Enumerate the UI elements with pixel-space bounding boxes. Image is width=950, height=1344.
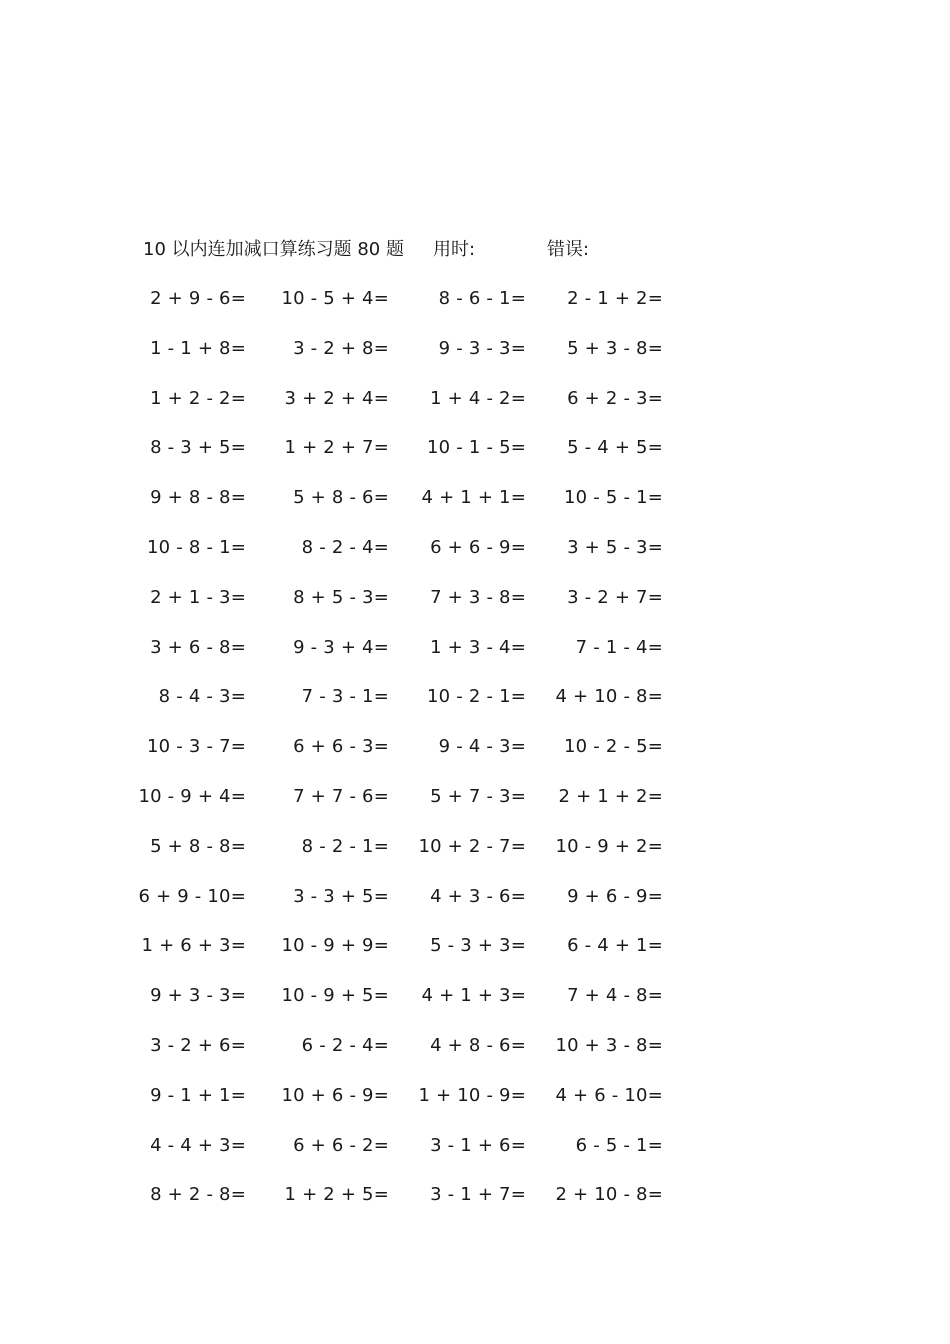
problem-item: 8 - 3 + 5= (150, 437, 246, 459)
problem-row (0, 584, 950, 634)
problem-item: 4 + 1 + 1= (421, 487, 526, 509)
problem-item: 2 + 1 - 3= (150, 586, 246, 608)
problem-item: 4 + 1 + 3= (421, 985, 526, 1007)
problem-item: 7 + 3 - 8= (430, 586, 526, 608)
problem-item: 9 + 8 - 8= (150, 487, 246, 509)
problem-item: 10 - 5 + 4= (281, 288, 389, 309)
problem-grid (0, 285, 950, 1231)
problem-item: 7 + 4 - 8= (567, 985, 663, 1007)
problem-row (0, 1132, 950, 1182)
problem-item: 3 + 5 - 3= (567, 536, 663, 558)
problem-item: 9 + 3 - 3= (150, 985, 246, 1007)
problem-row (0, 335, 950, 385)
problem-item: 9 - 4 - 3= (438, 736, 526, 758)
problem-item: 8 - 2 - 1= (301, 835, 389, 857)
problem-item: 6 - 2 - 4= (301, 1034, 389, 1056)
problem-item: 3 - 3 + 5= (293, 885, 389, 907)
problem-item: 10 - 8 - 1= (147, 536, 246, 558)
problem-row (0, 932, 950, 982)
problem-item: 10 - 3 - 7= (147, 736, 246, 758)
problem-row (0, 833, 950, 883)
problem-item: 2 - 1 + 2= (567, 288, 663, 309)
problem-item: 4 - 4 + 3= (150, 1134, 246, 1156)
problem-item: 10 - 1 - 5= (427, 437, 526, 459)
problem-item: 5 + 3 - 8= (567, 337, 663, 359)
problem-row (0, 385, 950, 435)
problem-item: 1 - 1 + 8= (150, 337, 246, 359)
problem-item: 3 - 2 + 6= (150, 1034, 246, 1056)
time-used-label: 用时: (433, 239, 476, 260)
problem-item: 3 + 6 - 8= (150, 636, 246, 658)
problem-item: 4 + 6 - 10= (555, 1084, 663, 1106)
problem-item: 7 + 7 - 6= (293, 785, 389, 807)
problem-item: 8 - 6 - 1= (438, 288, 526, 309)
problem-row (0, 285, 950, 335)
problem-row (0, 783, 950, 833)
problem-row (0, 434, 950, 484)
problem-item: 6 - 5 - 1= (575, 1134, 663, 1156)
problem-item: 9 - 1 + 1= (150, 1084, 246, 1106)
problem-item: 9 + 6 - 9= (567, 885, 663, 907)
problem-item: 8 - 2 - 4= (301, 536, 389, 558)
problem-item: 10 - 9 + 4= (138, 785, 246, 807)
problem-item: 9 - 3 + 4= (293, 636, 389, 658)
problem-row (0, 1082, 950, 1132)
problem-item: 10 - 5 - 1= (564, 487, 663, 509)
problem-item: 5 - 4 + 5= (567, 437, 663, 459)
problem-item: 8 + 5 - 3= (293, 586, 389, 608)
problem-item: 6 + 9 - 10= (138, 885, 246, 907)
problem-item: 1 + 4 - 2= (430, 387, 526, 409)
problem-item: 3 - 2 + 8= (293, 337, 389, 359)
problem-row (0, 634, 950, 684)
problem-item: 6 - 4 + 1= (567, 935, 663, 957)
problem-item: 10 + 3 - 8= (555, 1034, 663, 1056)
problem-row (0, 534, 950, 584)
problem-item: 1 + 10 - 9= (418, 1084, 526, 1106)
problem-row (0, 1032, 950, 1082)
problem-row (0, 1181, 950, 1231)
problem-item: 5 + 7 - 3= (430, 785, 526, 807)
problem-row (0, 683, 950, 733)
problem-item: 3 - 1 + 7= (430, 1184, 526, 1206)
problem-row (0, 982, 950, 1032)
problem-item: 3 - 2 + 7= (567, 586, 663, 608)
problem-row (0, 883, 950, 933)
problem-item: 7 - 3 - 1= (301, 686, 389, 708)
problem-item: 2 + 1 + 2= (558, 785, 663, 807)
worksheet-title: 10 以内连加减口算练习题 80 题 (143, 239, 404, 260)
problem-item: 4 + 8 - 6= (430, 1034, 526, 1056)
problem-item: 4 + 10 - 8= (555, 686, 663, 708)
problem-item: 2 + 9 - 6= (150, 288, 246, 309)
problem-item: 7 - 1 - 4= (575, 636, 663, 658)
problem-item: 10 - 2 - 5= (564, 736, 663, 758)
problem-item: 10 + 2 - 7= (418, 835, 526, 857)
problem-item: 6 + 2 - 3= (567, 387, 663, 409)
problem-item: 6 + 6 - 2= (293, 1134, 389, 1156)
problem-item: 4 + 3 - 6= (430, 885, 526, 907)
problem-item: 10 + 6 - 9= (281, 1084, 389, 1106)
error-count-label: 错误: (547, 239, 590, 260)
problem-row (0, 733, 950, 783)
problem-item: 3 - 1 + 6= (430, 1134, 526, 1156)
problem-item: 1 + 3 - 4= (430, 636, 526, 658)
problem-item: 8 - 4 - 3= (158, 686, 246, 708)
problem-item: 5 - 3 + 3= (430, 935, 526, 957)
problem-item: 2 + 10 - 8= (555, 1184, 663, 1206)
problem-item: 1 + 6 + 3= (141, 935, 246, 957)
problem-item: 10 - 9 + 2= (555, 835, 663, 857)
problem-item: 8 + 2 - 8= (150, 1184, 246, 1206)
problem-item: 10 - 2 - 1= (427, 686, 526, 708)
problem-item: 6 + 6 - 9= (430, 536, 526, 558)
problem-item: 5 + 8 - 8= (150, 835, 246, 857)
problem-item: 1 + 2 + 5= (284, 1184, 389, 1206)
problem-item: 5 + 8 - 6= (293, 487, 389, 509)
problem-item: 6 + 6 - 3= (293, 736, 389, 758)
problem-item: 10 - 9 + 9= (281, 935, 389, 957)
problem-row (0, 484, 950, 534)
problem-item: 9 - 3 - 3= (438, 337, 526, 359)
problem-item: 3 + 2 + 4= (284, 387, 389, 409)
problem-item: 1 + 2 + 7= (284, 437, 389, 459)
problem-item: 10 - 9 + 5= (281, 985, 389, 1007)
problem-item: 1 + 2 - 2= (150, 387, 246, 409)
